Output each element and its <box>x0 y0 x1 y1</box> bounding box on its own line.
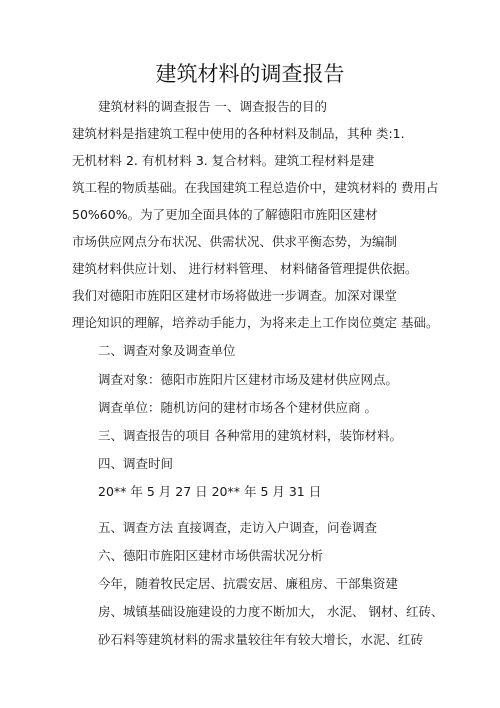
paragraph-line: 建筑材料的调查报告 一、调查报告的目的 <box>98 99 327 114</box>
survey-date-line: 20** 年 5 月 27 日 20** 年 5 月 31 日 <box>98 484 322 499</box>
paragraph-line: 理论知识的理解，培养动手能力，为将来走上工作岗位奠定 基础。 <box>72 315 439 330</box>
paragraph-line: 50%60%。为了更加全面具体的了解德阳市旌阳区建材 <box>72 207 378 222</box>
paragraph-line: 建筑材料供应计划、 进行材料管理、 材料储备管理提供依据。 <box>72 261 418 276</box>
section-heading: 六、德阳市旌阳区建材市场供需状况分析 <box>98 548 324 563</box>
paragraph-line: 今年，随着牧民定居、抗震安居、廉租房、干部集资建 <box>98 576 399 591</box>
section-heading: 三、调查报告的项目 各种常用的建筑材料，装饰材料。 <box>98 428 402 443</box>
paragraph-line: 调查对象：德阳市旌阳片区建材市场及建材供应网点。 <box>98 372 399 387</box>
document-title: 建筑材料的调查报告 <box>155 62 345 86</box>
paragraph-line: 建筑材料是指建筑工程中使用的各种材料及制品，其种 类:1. <box>72 126 405 141</box>
paragraph-line: 房、城镇基础设施建设的力度不断加大， 水泥、 钢材、红砖、 <box>98 604 444 619</box>
paragraph-line: 市场供应网点分布状况、供需状况、供求平衡态势，为编制 <box>72 234 398 249</box>
paragraph-line: 调查单位：随机访问的建材市场各个建材供应商 。 <box>98 400 377 415</box>
paragraph-line: 我们对德阳市旌阳区建材市场将做进一步调查。加深对课堂 <box>72 288 398 303</box>
section-heading: 二、调查对象及调查单位 <box>98 343 236 358</box>
section-heading: 四、调查时间 <box>98 456 174 471</box>
paragraph-line: 无机材料 2. 有机材料 3. 复合材料。建筑工程材料是建 <box>72 153 375 168</box>
paragraph-line: 筑工程的物质基础。在我国建筑工程总造价中，建筑材料的 费用占 <box>72 180 439 195</box>
section-heading: 五、调查方法 直接调查，走访入户调查，问卷调查 <box>98 520 377 535</box>
paragraph-line: 砂石料等建筑材料的需求量较往年有较大增长，水泥、红砖 <box>98 632 424 647</box>
